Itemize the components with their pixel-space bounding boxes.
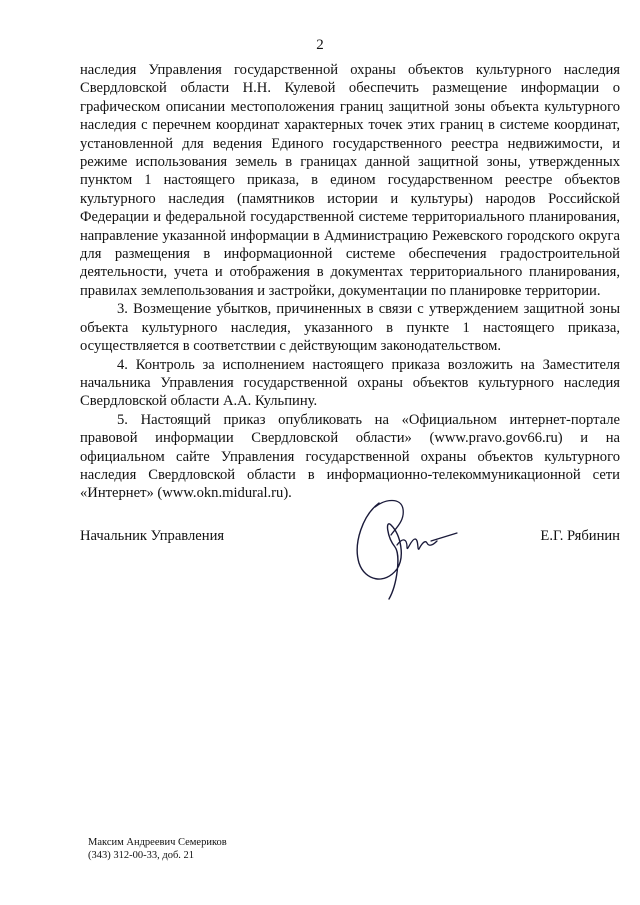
signatory-title: Начальник Управления (80, 528, 225, 544)
signatory-name: Е.Г. Рябинин (540, 528, 620, 544)
handwritten-signature (345, 495, 465, 605)
paragraph-item-4: 4. Контроль за исполнением настоящего приказа возложить на Заместителя начальника Управления государственной охраны объектов культурного наследия Свердловской области А.А. Кульпину. (80, 356, 620, 410)
paragraph-item-5: 5. Настоящий приказ опубликовать на «Официальном интернет-портале правовой информации Свердловской области» (www.pravo.gov66.ru) и на официальном сайте Управления государственной охраны объектов культурного наследия Свердловской области в информационно-телекоммуникационной сети «Интернет» (www.okn.midural.ru). (80, 411, 620, 502)
footer-author: Максим Андреевич Семериков (88, 837, 227, 848)
paragraph-item-3: 3. Возмещение убытков, причиненных в связи с утверждением защитной зоны объекта культурного наследия, указанного в пункте 1 настоящего приказа, осуществляется в соответствии с действующим законодательством. (80, 301, 620, 355)
page-number: 2 (316, 37, 324, 53)
footer-phone: (343) 312-00-33, доб. 21 (88, 850, 195, 861)
paragraph-continuation: наследия Управления государственной охраны объектов культурного наследия Свердловской области Н.Н. Кулевой обеспечить размещение информации о графическом описании местоположения границ защитной зоны объекта культурного наследия с перечнем координат характерных точек этих границ в системе координат, установленной для ведения Единого государственного реестра недвижимости, и режиме использования земель в границах данной защитной зоны, утвержденных пунктом 1 настоящего приказа, в едином государственном реестре объектов культурного наследия (памятников истории и культуры) народов Российской Федерации и федеральной государственной системе территориального планирования, направление указанной информации в Администрацию Режевского городского округа для размещения в информационной системе обеспечения градостроительной деятельности, учета и отображения в документах территориального планирования, правилах землепользования и застройки, документации по планировке территории. (80, 62, 620, 299)
document-body (80, 61, 620, 503)
footer-contact (88, 836, 227, 862)
